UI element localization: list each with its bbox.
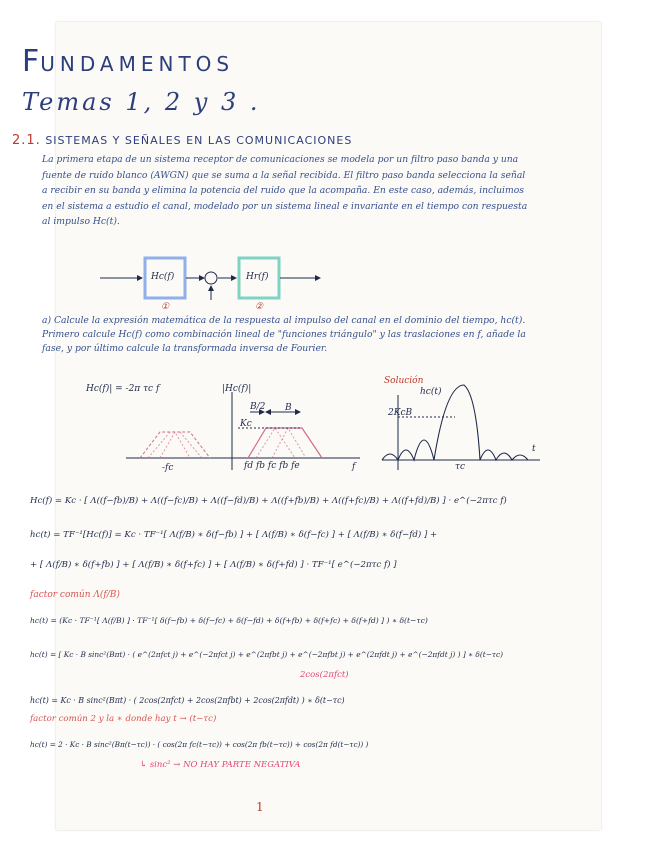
title-text: UNDAMENTOS (40, 52, 235, 76)
note-sinc: ↳ sinc² → NO HAY PARTE NEGATIVA (140, 760, 301, 770)
page-title: FUNDAMENTOS (22, 44, 235, 79)
block1-label: Hc(f) (151, 272, 175, 282)
hc-t-label: hc(t) (420, 387, 442, 397)
block1-number: ① (161, 302, 170, 312)
equation-inverse-1: hc(t) = TF⁻¹[Hc(f)] = Kc · TF⁻¹[ Λ(f/B) ∗ δ(f−fb) ] + [ Λ(f/B) ∗ δ(f−fc) ] + [ Λ(f/B) ∗ δ(f−fd) ] + (30, 530, 438, 540)
f-axis-label: f (352, 462, 356, 472)
half-bandwidth-label: B/2 (250, 402, 266, 412)
equation-final: hc(t) = 2 · Kc · B sinc²(Bπ(t−τc)) · ( cos(2π fc(t−τc)) + cos(2π fb(t−τc)) + cos(2π fd(t−τc)) ) (30, 740, 369, 749)
section-title: SISTEMAS Y SEÑALES EN LAS COMUNICACIONES (45, 134, 353, 147)
kc-label: Kc (240, 419, 252, 429)
t-axis-label: t (532, 444, 536, 454)
block2-number: ② (255, 302, 264, 312)
block2-label: Hr(f) (246, 272, 269, 282)
frequency-ticks: fd fb fc fb fe (244, 461, 300, 471)
equation-inverse-2: + [ Λ(f/B) ∗ δ(f+fb) ] + [ Λ(f/B) ∗ δ(f+fc) ] + [ Λ(f/B) ∗ δ(f+fd) ] · TF⁻¹[ e^(−2πτc f) ] (30, 560, 397, 570)
solution-label: Solución (384, 376, 424, 386)
note-common-factor: factor común 2 y la ∗ donde hay t → (t−τc) (30, 714, 217, 724)
equation-sinc-exp: hc(t) = [ Kc · B sinc²(Bπt) · ( e^(2πfct j) + e^(−2πfct j) + e^(2πfbt j) + e^(−2πfbt j) + e^(2πfdt j) + e^(−2πfdt j) ) ] ∗ δ(t−τc) (30, 650, 504, 659)
note-factor: factor común Λ(f/B) (30, 590, 120, 600)
question-text: a) Calcule la expresión matemática de la respuesta al impulso del canal en el dominio del tiempo, hc(t). Primero calcule Hc(f) como combinación lineal de "funciones triángulo" y las traslaciones en f, añade la fase, y por último calcule la transformada inversa de Fourier. (42, 315, 526, 354)
magnitude-label: |Hc(f)| (222, 384, 252, 394)
equation-hcf: Hc(f) = Kc · [ Λ((f−fb)/B) + Λ((f−fc)/B) + Λ((f−fd)/B) + Λ((f+fb)/B) + Λ((f+fc)/B) + Λ((f+fd)/B) ] · e^(−2πτc f) (30, 496, 507, 506)
topics-title: Temas 1, 2 y 3 . (22, 88, 261, 116)
page-number: 1 (256, 800, 264, 814)
note-cosine: 2cos(2πfct) (300, 670, 349, 680)
bandwidth-label: B (285, 403, 292, 413)
equation-cosines: hc(t) = Kc · B sinc²(Bπt) · ( 2cos(2πfct) + 2cos(2πfbt) + 2cos(2πfdt) ) ∗ δ(t−τc) (30, 696, 345, 705)
minus-fc-label: -fc (162, 463, 174, 473)
tau-c-label: τc (455, 462, 466, 472)
equation-factored: hc(t) = (Kc · TF⁻¹[ Λ(f/B) ] · TF⁻¹[ δ(f−fb) + δ(f−fc) + δ(f−fd) + δ(f+fb) + δ(f+fc) + δ(f+fd) ] ) ∗ δ(t−τc) (30, 616, 428, 625)
section-number: 2.1. (12, 133, 41, 148)
intro-paragraph: La primera etapa de un sistema receptor de comunicaciones se modela por un filtro paso banda y una fuente de ruido blanco (AWGN) que se suma a la señal recibida. El filtro paso banda selecciona la señal a recibir en su banda y elimina la potencia del ruido que la acompaña. En este caso, además, incluimos en el sistema a estudio el canal, modelado por un sistema lineal e invariante en el tiempo con respuesta al impulso Hc(t). (42, 154, 528, 227)
peak-label: 2KcB (388, 408, 413, 418)
phase-label: Hc(f)| = -2π τc f (86, 384, 160, 394)
